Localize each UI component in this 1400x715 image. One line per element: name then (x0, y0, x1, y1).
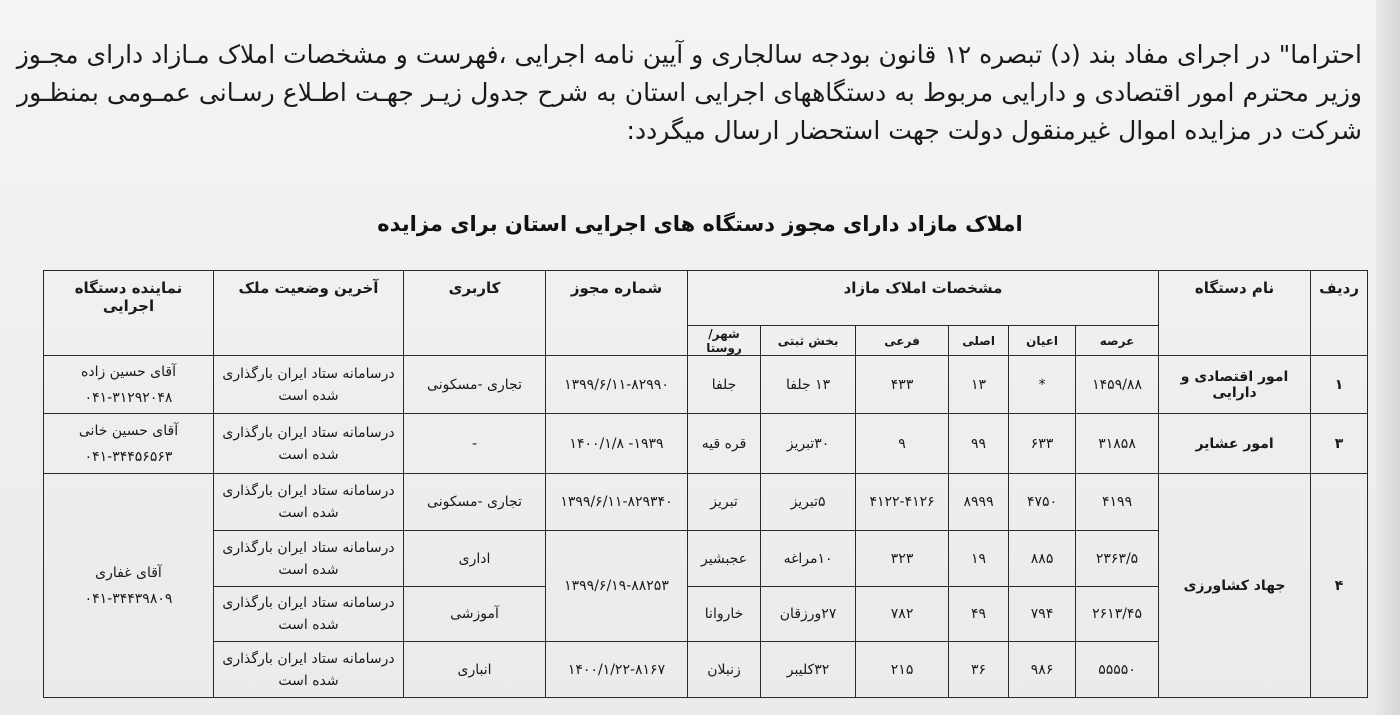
header-row (44, 271, 1368, 326)
cell-land-area: ۲۳۶۳/۵ (1076, 531, 1159, 587)
cell-usage: - (404, 414, 546, 474)
scan-edge-shadow (1376, 0, 1400, 715)
representative-phone: ۰۴۱-۳۴۴۳۹۸۰۹ (84, 590, 173, 607)
paragraph-line-2: وزیر محترم امور اقتصادی و دارایی مربوط به دستگاههای اجرایی استان به شرح جدول زیـر جهـت اطـلاع رسـانی عمـومی بمنظـور (17, 78, 1362, 107)
cell-sub-plot: ۷۸۲ (856, 587, 949, 642)
org-name: امور اقتصادی و دارایی (1159, 356, 1311, 414)
table-row (44, 474, 1368, 531)
cell-city-village: تبریز (688, 474, 761, 531)
cell-last-status: درسامانه ستاد ایران بارگذاری شده است (214, 531, 404, 587)
representative-name: آقای حسین خانی (78, 422, 179, 439)
cell-land-area: ۵۵۵۵۰ (1076, 642, 1159, 698)
header-org-name: نام دستگاه (1159, 271, 1311, 356)
cell-registry-section: ۳۲کلیبر (761, 642, 856, 698)
paragraph-line-3: شرکت در مزایده اموال غیرمنقول دولت جهت استحضار ارسال میگردد: (626, 116, 1362, 145)
cell-building: ۶۳۳ (1009, 414, 1076, 474)
cell-city-village: قره قیه (688, 414, 761, 474)
cell-last-status: درسامانه ستاد ایران بارگذاری شده است (214, 642, 404, 698)
cell-last-status: درسامانه ستاد ایران بارگذاری شده است (214, 474, 404, 531)
cell-usage: اداری (404, 531, 546, 587)
row-number: ۱ (1311, 356, 1368, 414)
subheader-registry-section: بخش ثبتی (761, 326, 856, 356)
letter-paragraph (17, 36, 1362, 150)
cell-last-status: درسامانه ستاد ایران بارگذاری شده است (214, 587, 404, 642)
paragraph-line-1: احتراما" در اجرای مفاد بند (د) تبصره ۱۲ قانون بودجه سالجاری و آیین نامه اجرایی ،فهرست و مشخصات املاک مـازاد دارای مجـوز (16, 40, 1362, 69)
cell-building: * (1009, 356, 1076, 414)
cell-last-status: درسامانه ستاد ایران بارگذاری شده است (214, 414, 404, 474)
representative-phone: ۰۴۱-۳۴۴۵۶۵۶۳ (84, 448, 173, 465)
cell-main-plot: ۴۹ (949, 587, 1009, 642)
cell-permit-no: ۱۳۹۹/۶/۱۹-۸۸۲۵۳ (546, 531, 688, 642)
cell-land-area: ۳۱۸۵۸ (1076, 414, 1159, 474)
surplus-properties-table (43, 270, 1368, 698)
cell-land-area: ۱۴۵۹/۸۸ (1076, 356, 1159, 414)
representative-name: آقای حسین زاده (81, 363, 176, 380)
cell-permit-no: ۱۳۹۹/۶/۱۱-۸۲۹۹۰ (546, 356, 688, 414)
header-surplus-specs: مشخصات املاک مازاد (688, 271, 1159, 326)
subheader-city-village: شهر/روستا (688, 326, 761, 356)
cell-main-plot: ۱۳ (949, 356, 1009, 414)
cell-registry-section: ۱۳ جلفا (761, 356, 856, 414)
cell-usage: تجاری -مسکونی (404, 356, 546, 414)
org-name: امور عشایر (1159, 414, 1311, 474)
cell-main-plot: ۸۹۹۹ (949, 474, 1009, 531)
representative-name: آقای غفاری (95, 564, 162, 581)
cell-permit-no: ۱۴۰۰/۱/۸ -۱۹۳۹ (546, 414, 688, 474)
table-row (44, 414, 1368, 474)
header-last-status: آخرین وضعیت ملک (214, 271, 404, 356)
cell-registry-section: ۵تبریز (761, 474, 856, 531)
row-number: ۴ (1311, 474, 1368, 698)
cell-usage: آموزشی (404, 587, 546, 642)
header-row-no: ردیف (1311, 271, 1368, 356)
cell-sub-plot: ۳۲۳ (856, 531, 949, 587)
table-title: املاک مازاد دارای مجوز دستگاه های اجرایی استان برای مزایده (377, 212, 1023, 236)
cell-usage: انباری (404, 642, 546, 698)
cell-city-village: عجبشیر (688, 531, 761, 587)
cell-city-village: جلفا (688, 356, 761, 414)
cell-building: ۹۸۶ (1009, 642, 1076, 698)
cell-land-area: ۲۶۱۳/۴۵ (1076, 587, 1159, 642)
cell-main-plot: ۱۹ (949, 531, 1009, 587)
cell-representative (44, 474, 214, 698)
cell-registry-section: ۳۰تبریز (761, 414, 856, 474)
cell-land-area: ۴۱۹۹ (1076, 474, 1159, 531)
cell-building: ۷۹۴ (1009, 587, 1076, 642)
cell-sub-plot: ۹ (856, 414, 949, 474)
cell-permit-no: ۱۴۰۰/۱/۲۲-۸۱۶۷ (546, 642, 688, 698)
cell-main-plot: ۹۹ (949, 414, 1009, 474)
subheader-main-plot: اصلی (949, 326, 1009, 356)
header-usage: کاربری (404, 271, 546, 356)
cell-building: ۴۷۵۰ (1009, 474, 1076, 531)
cell-representative (44, 356, 214, 414)
cell-sub-plot: ۴۱۲۲-۴۱۲۶ (856, 474, 949, 531)
subheader-sub-plot: فرعی (856, 326, 949, 356)
cell-last-status: درسامانه ستاد ایران بارگذاری شده است (214, 356, 404, 414)
cell-city-village: خاروانا (688, 587, 761, 642)
cell-main-plot: ۳۶ (949, 642, 1009, 698)
cell-sub-plot: ۲۱۵ (856, 642, 949, 698)
table-row (44, 356, 1368, 414)
header-permit-no: شماره مجوز (546, 271, 688, 356)
cell-registry-section: ۱۰مراغه (761, 531, 856, 587)
cell-representative (44, 414, 214, 474)
representative-phone: ۰۴۱-۳۱۲۹۲۰۴۸ (84, 389, 173, 406)
row-number: ۳ (1311, 414, 1368, 474)
cell-sub-plot: ۴۳۳ (856, 356, 949, 414)
subheader-building: اعیان (1009, 326, 1076, 356)
org-name: جهاد کشاورزی (1159, 474, 1311, 698)
header-representative: نماینده دستگاه اجرایی (44, 271, 214, 356)
cell-permit-no: ۱۳۹۹/۶/۱۱-۸۲۹۳۴۰ (546, 474, 688, 531)
subheader-land-area: عرصه (1076, 326, 1159, 356)
cell-city-village: زنبلان (688, 642, 761, 698)
cell-building: ۸۸۵ (1009, 531, 1076, 587)
cell-registry-section: ۲۷ورزقان (761, 587, 856, 642)
cell-usage: تجاری -مسکونی (404, 474, 546, 531)
